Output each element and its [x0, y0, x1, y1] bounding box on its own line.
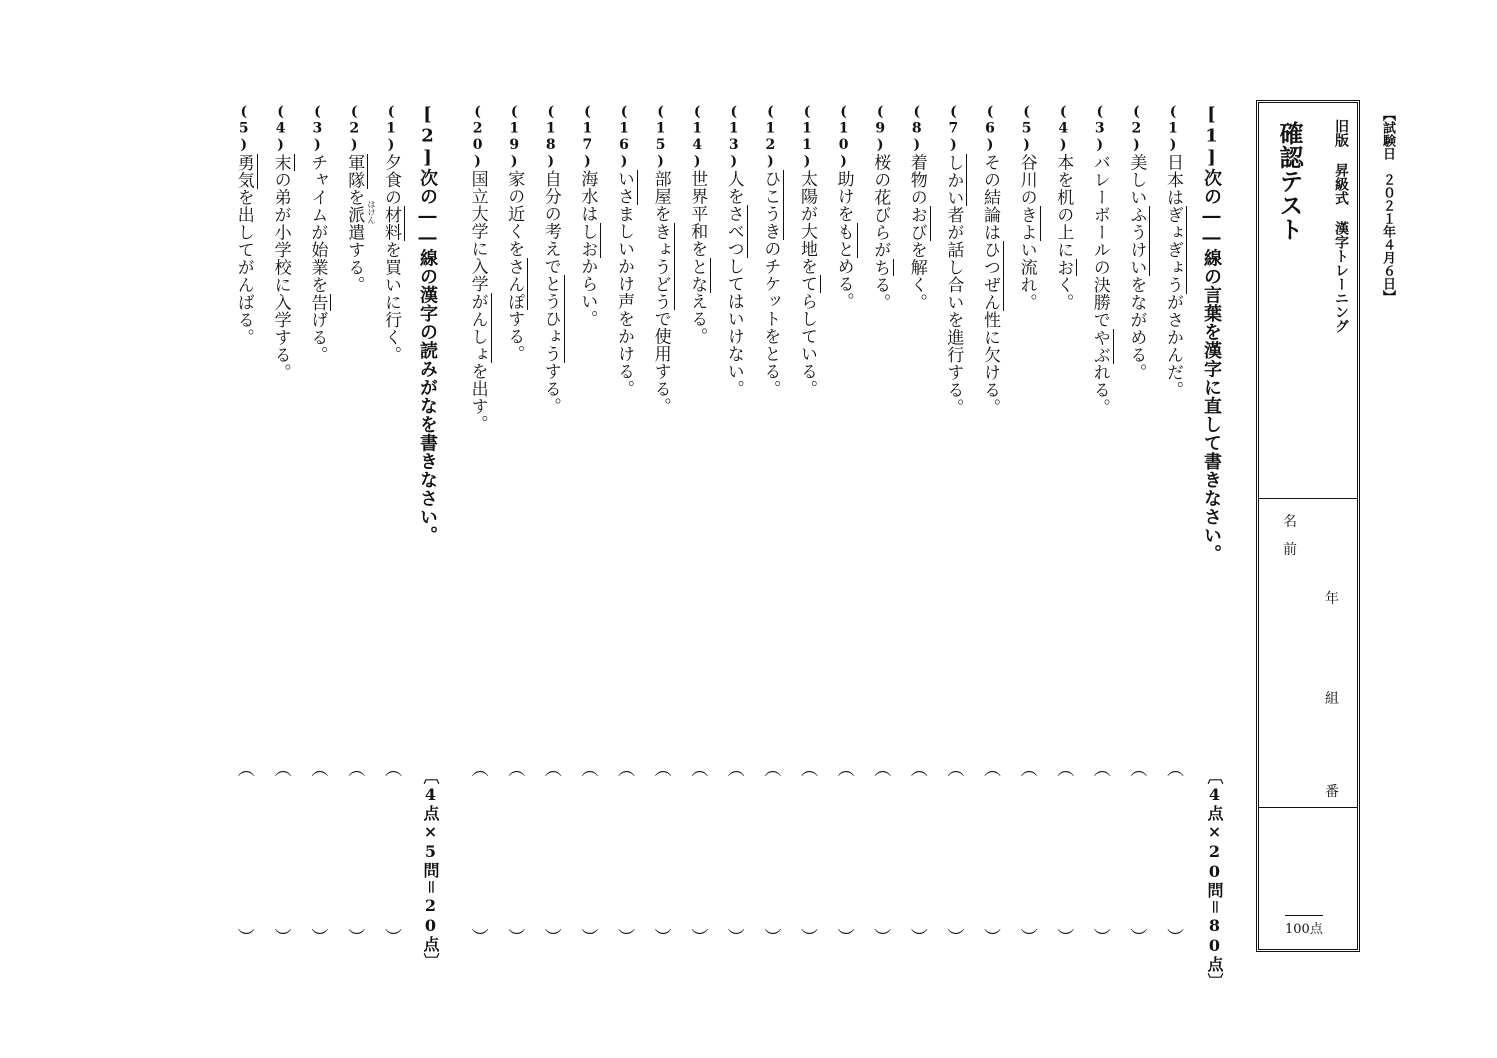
underlined-target: いさ	[614, 170, 634, 205]
question-text-after: してはいけない。	[723, 257, 744, 398]
question-text-after: を派遣する。	[344, 188, 365, 294]
answer-box-close[interactable]: ︶	[1089, 928, 1110, 945]
question-item	[1164, 104, 1181, 399]
underlined-target: ふうけい	[1126, 206, 1147, 276]
answer-box-open[interactable]: ︵	[1163, 760, 1183, 777]
question-number: (3)	[1091, 104, 1108, 154]
question-item	[835, 104, 852, 310]
question-text-after: く。	[1053, 276, 1074, 311]
answer-box-open[interactable]: ︵	[467, 760, 488, 777]
answer-box-close[interactable]: ︶	[650, 928, 671, 945]
answer-box-open[interactable]: ︵	[833, 760, 854, 777]
underlined-target: ち	[870, 258, 891, 276]
underlined-target: て	[797, 275, 817, 293]
question-number: (5)	[1018, 104, 1035, 154]
answer-box-open[interactable]: ︵	[504, 760, 525, 777]
answer-box-close[interactable]: ︶	[1163, 928, 1183, 945]
answer-box-open[interactable]: ︵	[1126, 760, 1147, 777]
question-item	[798, 104, 815, 398]
question-text-after: を買いに行く。	[381, 241, 401, 364]
answer-box-close[interactable]: ︶	[307, 928, 328, 945]
question-text-before: 部屋を	[650, 170, 671, 223]
question-text-after: のチケットをとる。	[760, 240, 781, 398]
answer-box-close[interactable]: ︶	[344, 928, 365, 945]
question-item	[577, 104, 598, 328]
answer-box-open[interactable]: ︵	[687, 760, 708, 777]
answer-box-open[interactable]: ︵	[870, 760, 891, 777]
underlined-target: きょうどう	[650, 222, 671, 310]
answer-box-close[interactable]: ︶	[233, 928, 254, 945]
year-label: 年	[1325, 591, 1339, 607]
underlined-target: さんぽ	[504, 257, 525, 310]
question-text-after: する。	[540, 362, 561, 415]
underlined-target: もと	[833, 222, 854, 258]
question-text-after: がさかんだ。	[1163, 293, 1183, 399]
answer-box-open[interactable]: ︵	[1016, 760, 1037, 777]
question-item	[981, 104, 998, 416]
question-item	[870, 104, 891, 311]
underlined-target: やぶ	[1089, 328, 1110, 364]
underlined-target: 材料	[381, 206, 401, 241]
exam-date: 【試験日 ２０２１年４月６日】	[1380, 108, 1395, 303]
question-number: (11)	[799, 104, 815, 170]
underlined-target: お	[1053, 258, 1074, 276]
question-item	[1091, 104, 1108, 416]
question-text-after: をながめる。	[1126, 276, 1147, 381]
answer-box-open[interactable]: ︵	[270, 760, 291, 777]
question-text-before: 日本は	[1163, 153, 1183, 206]
course-title: 旧版 昇級式 漢字トレーニング	[1333, 119, 1349, 333]
answer-box-open[interactable]: ︵	[381, 760, 401, 777]
question-item	[307, 104, 328, 364]
question-text-before: 美しい	[1126, 153, 1147, 206]
question-number: (13)	[725, 104, 742, 170]
question-text-before: 本を机の上に	[1053, 153, 1074, 259]
question-item	[687, 104, 708, 345]
answer-box-close[interactable]: ︶	[687, 928, 708, 945]
section2-score: 〔4点×5問＝20点〕	[421, 768, 440, 970]
question-item	[542, 104, 559, 415]
question-text-after: る。	[870, 276, 891, 311]
question-text-before: その結論は	[980, 153, 1000, 241]
question-text-after: からい。	[577, 257, 598, 328]
answer-box-open[interactable]: ︵	[540, 760, 561, 777]
question-item	[1126, 104, 1147, 381]
answer-box-open[interactable]: ︵	[797, 760, 817, 777]
question-text-after: らしている。	[797, 292, 817, 398]
underlined-target: さべつ	[723, 205, 744, 258]
answer-box-open[interactable]: ︵	[344, 760, 365, 777]
underlined-target: とな	[687, 257, 708, 293]
underlined-target: ひつぜん	[980, 241, 1000, 311]
question-text-after: の弟が小学校に入学する。	[270, 171, 291, 381]
question-text-after: ましいかけ声をかける。	[614, 205, 634, 398]
question-number: (2)	[1128, 104, 1145, 154]
section1-heading: [1]次の――線の言葉を漢字に直して書きなさい。	[1201, 104, 1222, 563]
name-label-2: 前	[1283, 542, 1297, 558]
question-item	[469, 104, 486, 433]
question-text-after: を出す。	[467, 362, 488, 433]
underlined-target: がんしょ	[467, 292, 488, 363]
question-number: (10)	[835, 104, 852, 170]
answer-box-open[interactable]: ︵	[307, 760, 328, 777]
answer-box-open[interactable]: ︵	[943, 760, 964, 777]
answer-box-close[interactable]: ︶	[980, 928, 1000, 945]
question-number: (15)	[652, 104, 669, 170]
class-label: 組	[1325, 691, 1339, 707]
question-number: (3)	[309, 104, 326, 154]
answer-box-open[interactable]: ︵	[614, 760, 634, 777]
question-text-before: 人を	[723, 170, 744, 205]
answer-box-close[interactable]: ︶	[797, 928, 817, 945]
question-number: (2)	[346, 104, 363, 154]
question-text-before: 自分の考えで	[540, 170, 561, 275]
question-item	[615, 104, 632, 398]
question-text-after: い流れ。	[1016, 241, 1037, 311]
question-item	[235, 104, 252, 346]
underlined-target: 軍隊	[344, 153, 365, 189]
question-text-before: バレーボールの決勝で	[1089, 153, 1110, 329]
answer-box-open[interactable]: ︵	[1053, 760, 1074, 777]
question-text-before: 谷川の	[1016, 153, 1037, 206]
question-number: (4)	[1055, 104, 1072, 154]
answer-box-close[interactable]: ︶	[270, 928, 291, 945]
underlined-target: とうひょう	[540, 275, 561, 363]
question-text-after: える。	[687, 292, 708, 345]
underlined-target: しお	[577, 222, 598, 258]
question-number: (19)	[506, 104, 523, 170]
answer-box-open[interactable]: ︵	[723, 760, 744, 777]
question-number: (7)	[945, 104, 962, 154]
question-text-after: 者が話し合いを進行する。	[943, 206, 964, 416]
answer-box-close[interactable]: ︶	[577, 928, 598, 945]
question-text-before: 桜の花びらが	[870, 153, 891, 259]
question-text-before: チャイムが始業を	[307, 153, 328, 294]
page-title: 確認テスト	[1275, 121, 1304, 241]
question-item	[760, 104, 781, 398]
question-text-before: 世界平和を	[687, 170, 708, 258]
question-item	[344, 104, 365, 294]
question-item	[652, 104, 669, 415]
question-number: (17)	[579, 104, 596, 170]
question-text-after: する。	[504, 310, 525, 363]
underlined-target: きよ	[1016, 206, 1037, 241]
section1-score: 〔4点×20問＝80点〕	[1205, 768, 1224, 990]
question-number: (16)	[616, 104, 632, 170]
answer-box-close[interactable]: ︶	[870, 928, 891, 945]
answer-box-close[interactable]: ︶	[760, 928, 781, 945]
question-text-after: を解く。	[906, 241, 927, 311]
question-number: (9)	[872, 104, 889, 154]
answer-box-close[interactable]: ︶	[906, 928, 927, 945]
name-label-1: 名	[1283, 514, 1297, 530]
question-number: (4)	[272, 104, 289, 154]
question-item	[272, 104, 289, 381]
question-text-before: 国立大学に入学	[467, 170, 488, 293]
question-item	[504, 104, 525, 363]
underlined-target: しかい	[943, 153, 964, 206]
question-item	[943, 104, 964, 416]
question-text-after: で使用する。	[650, 310, 671, 415]
question-item	[725, 104, 742, 398]
question-text-after: める。	[833, 257, 854, 310]
question-text-before: 着物の	[906, 153, 927, 206]
answer-box-close[interactable]: ︶	[467, 928, 488, 945]
answer-box-open[interactable]: ︵	[650, 760, 671, 777]
answer-box-close[interactable]: ︶	[833, 928, 854, 945]
answer-box-open[interactable]: ︵	[1089, 760, 1110, 777]
underlined-target: ぎょぎょう	[1163, 206, 1183, 294]
answer-box-open[interactable]: ︵	[906, 760, 927, 777]
question-number: (1)	[383, 104, 399, 154]
answer-box-close[interactable]: ︶	[381, 928, 401, 945]
question-number: (1)	[1165, 104, 1181, 154]
answer-box-open[interactable]: ︵	[577, 760, 598, 777]
question-item	[1018, 104, 1035, 311]
question-number: (8)	[908, 104, 925, 154]
answer-box-open[interactable]: ︵	[233, 760, 254, 777]
question-item	[1053, 104, 1074, 311]
section2-heading: [2]次の――線の漢字の読みがなを書きなさい。	[417, 104, 438, 545]
underlined-target: ひこうき	[760, 170, 781, 240]
underlined-target: 末	[270, 153, 291, 171]
answer-box-open[interactable]: ︵	[980, 760, 1000, 777]
underlined-target: おび	[906, 206, 927, 241]
question-text-before: 家の近くを	[504, 170, 525, 258]
answer-box-close[interactable]: ︶	[723, 928, 744, 945]
header-divider-1	[1259, 498, 1357, 499]
answer-box-close[interactable]: ︶	[504, 928, 525, 945]
header-box	[1256, 100, 1360, 952]
answer-box-close[interactable]: ︶	[1126, 928, 1147, 945]
answer-box-close[interactable]: ︶	[1053, 928, 1074, 945]
question-number: (12)	[762, 104, 779, 170]
question-text-before: 海水は	[577, 170, 598, 223]
question-number: (5)	[235, 104, 252, 154]
underlined-target: 勇気	[233, 153, 254, 189]
number-label: 番	[1325, 784, 1339, 800]
answer-box-close[interactable]: ︶	[614, 928, 634, 945]
question-text-after: れる。	[1089, 363, 1110, 416]
question-text-after: を出してがんばる。	[233, 188, 254, 346]
question-number: (18)	[542, 104, 559, 170]
header-divider-2	[1259, 807, 1357, 808]
underlined-target: 告	[307, 293, 328, 311]
question-item	[382, 104, 399, 364]
answer-box-open[interactable]: ︵	[760, 760, 781, 777]
furigana-haken: はけん	[367, 200, 376, 224]
total-score: 100点	[1285, 915, 1323, 937]
question-text-after: 性に欠ける。	[980, 311, 1000, 416]
question-text-after: げる。	[307, 311, 328, 364]
question-text-before: 太陽が大地を	[797, 170, 817, 275]
question-number: (20)	[469, 104, 486, 170]
question-item	[908, 104, 925, 311]
question-number: (14)	[689, 104, 706, 170]
answer-box-close[interactable]: ︶	[540, 928, 561, 945]
question-text-before: 夕食の	[381, 153, 401, 206]
question-text-before: 助けを	[833, 170, 854, 223]
question-number: (6)	[982, 104, 998, 154]
answer-box-close[interactable]: ︶	[943, 928, 964, 945]
answer-box-close[interactable]: ︶	[1016, 928, 1037, 945]
